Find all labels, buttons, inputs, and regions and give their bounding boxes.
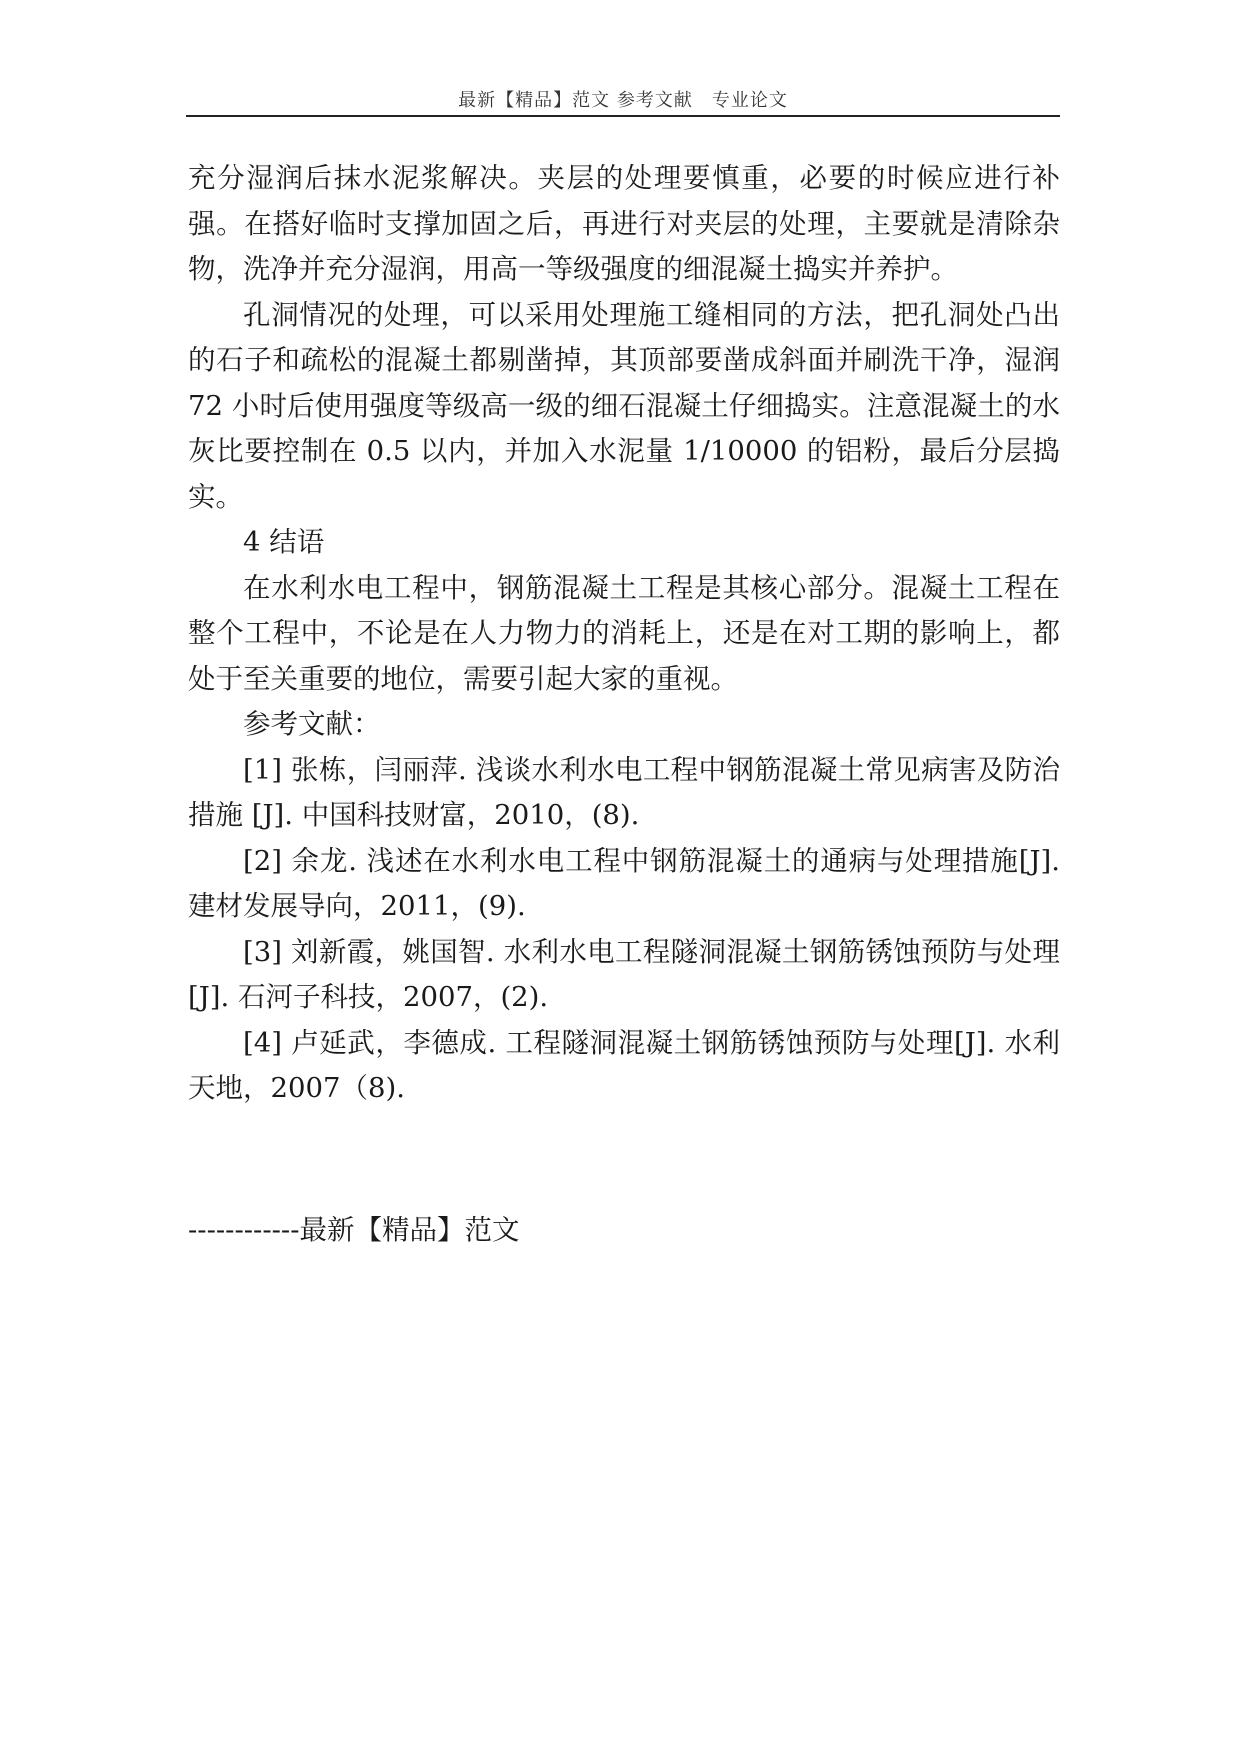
paragraph: 充分湿润后抹水泥浆解决。夹层的处理要慎重，必要的时候应进行补强。在搭好临时支撑加固之后，再进行对夹层的处理，主要就是清除杂物，洗净并充分湿润，用高一等级强度的细混凝土捣实并养护。 (188, 162, 1060, 285)
section-heading: 4 结语 (243, 526, 325, 558)
reference-item: [1] 张栋，闫丽萍. 浅谈水利水电工程中钢筋混凝土常见病害及防治措施 [J]. 中国科技财富，2010，(8). (188, 753, 1060, 831)
paragraph: 孔洞情况的处理，可以采用处理施工缝相同的方法，把孔洞处凸出的石子和疏松的混凝土都剔凿掉，其顶部要凿成斜面并刷洗干净，湿润 72 小时后使用强度等级高一级的细石混凝土仔细捣实。注意混凝土的水灰比要控制在 0.5 以内，并加入水泥量 1/10000 的铝粉，最后分层捣实。 (188, 298, 1060, 513)
references-heading: 参考文献： (243, 708, 381, 740)
paragraph: 在水利水电工程中，钢筋混凝土工程是其核心部分。混凝土工程在整个工程中，不论是在人力物力的消耗上，还是在对工期的影响上，都处于至关重要的地位，需要引起大家的重视。 (188, 571, 1060, 695)
reference-item: [4] 卢延武，李德成. 工程隧洞混凝土钢筋锈蚀预防与处理[J]. 水利天地，2007（8). (188, 1026, 1060, 1104)
reference-item: [2] 余龙. 浅述在水利水电工程中钢筋混凝土的通病与处理措施[J]. 建材发展导向，2011，(9). (188, 844, 1060, 922)
page-header: 最新【精品】范文 参考文献 专业论文 (458, 90, 788, 111)
reference-item: [3] 刘新霞，姚国智. 水利水电工程隧洞混凝土钢筋锈蚀预防与处理 [J]. 石河子科技，2007，(2). (188, 935, 1060, 1013)
header-divider (186, 115, 1060, 117)
document-body (188, 156, 1060, 1112)
page-footer: ------------最新【精品】范文 (188, 1214, 520, 1246)
